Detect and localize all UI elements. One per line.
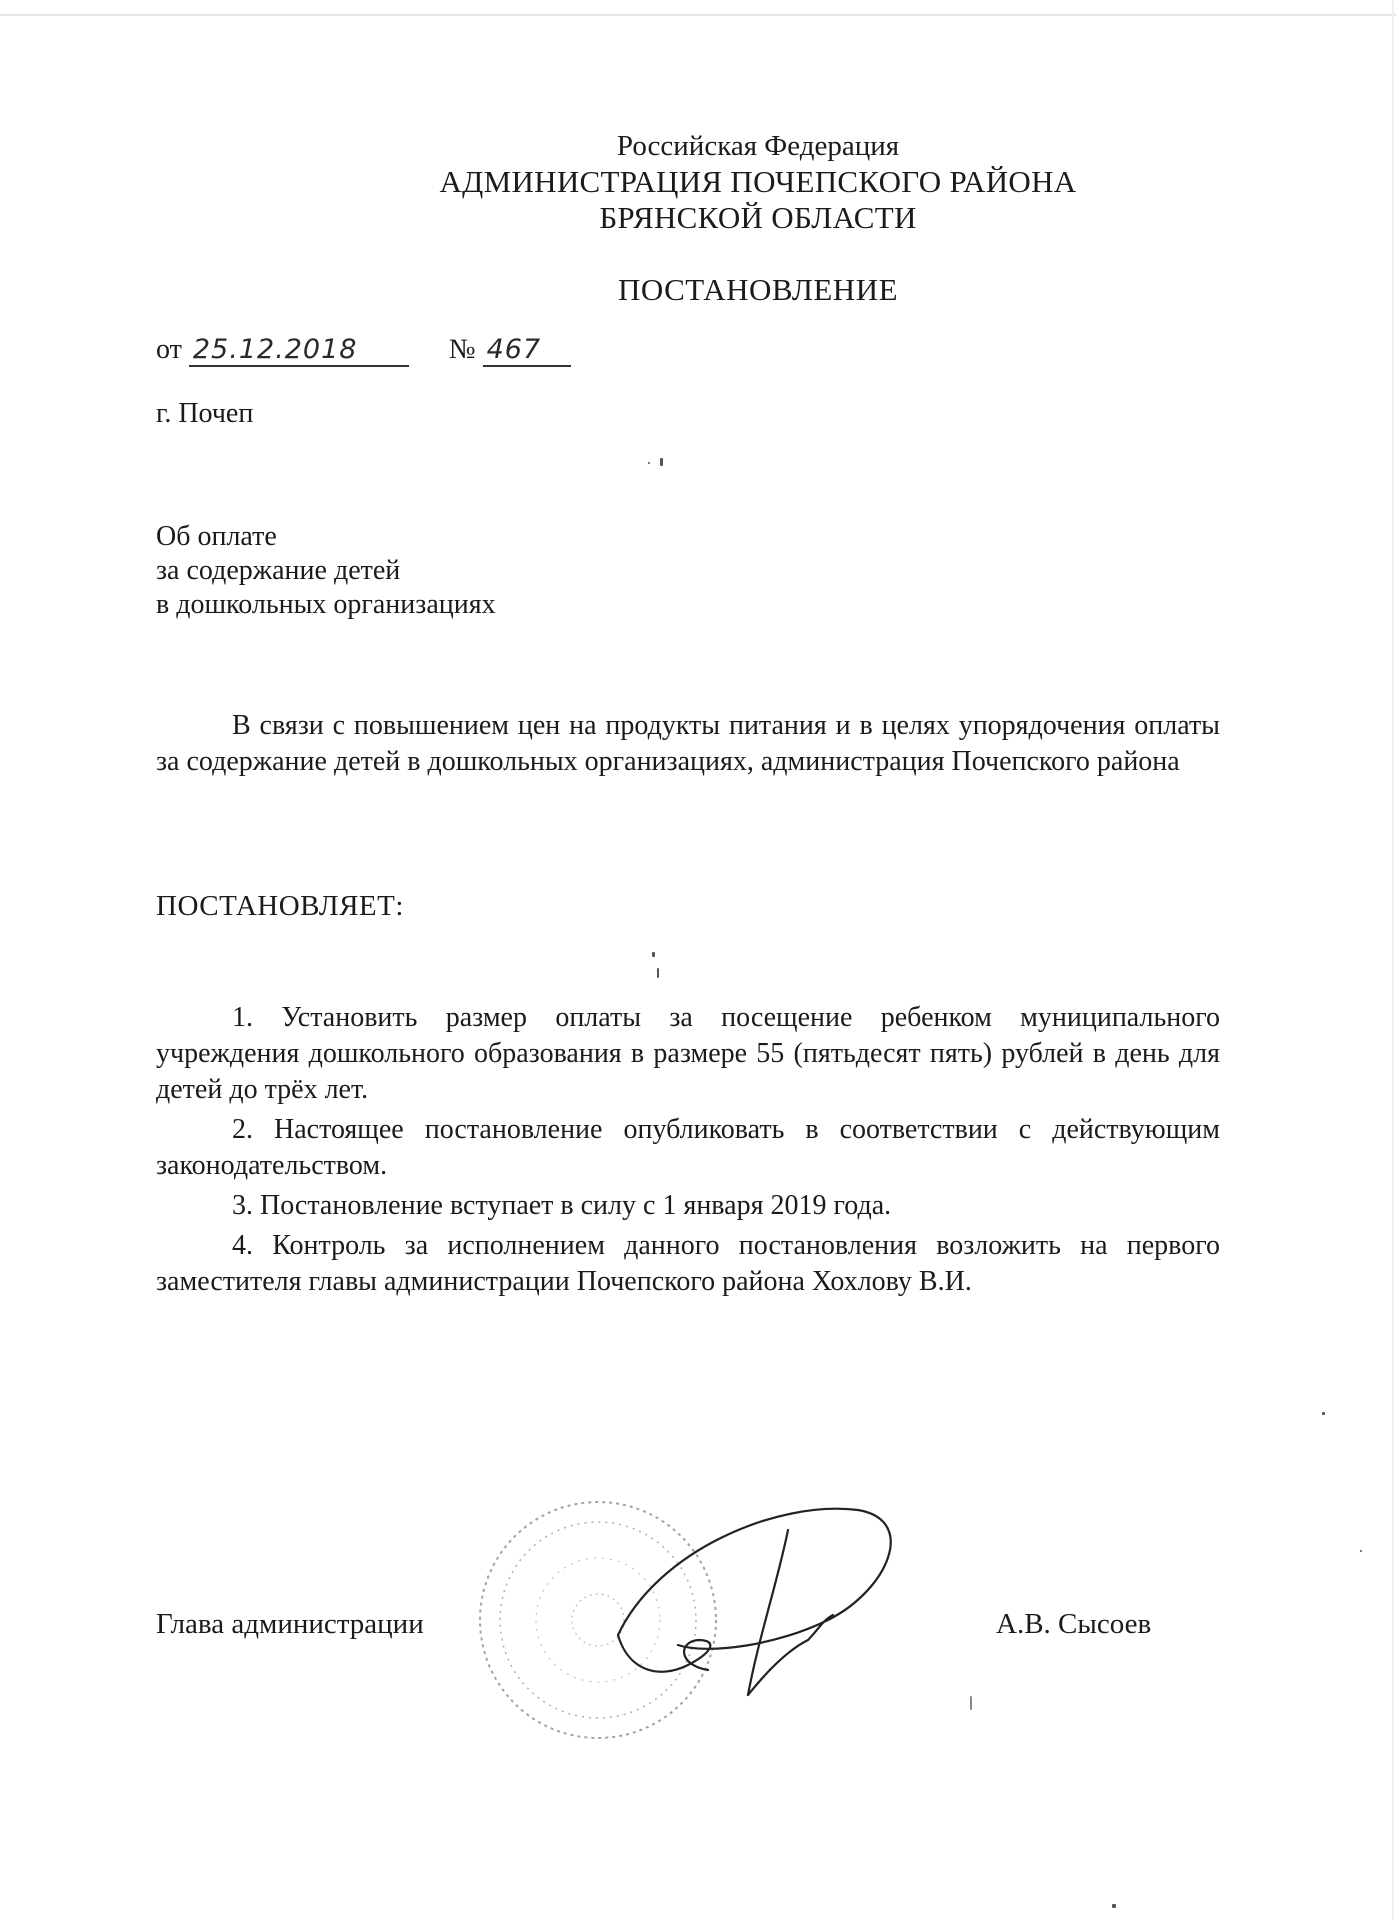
signatory-name: А.В. Сысоев [996, 1608, 1152, 1640]
header-administration [0, 162, 1396, 202]
date-prefix: от [156, 334, 182, 365]
scan-speck [660, 458, 663, 466]
decree-item: 4. Контроль за исполнением данного постановления возложить на первого заместителя главы администрации Почепского района Хохлову В.И. [156, 1230, 1220, 1297]
handwritten-date: 25.12.2018 [189, 335, 409, 367]
subject-block [156, 520, 496, 622]
subject-line: Об оплате [156, 521, 277, 552]
scan-speck [1360, 1550, 1362, 1552]
scan-speck [652, 952, 655, 957]
signature-icon [618, 1509, 891, 1695]
date-number-row [156, 332, 571, 368]
decree-items [156, 1000, 1220, 1304]
handwritten-number: 467 [483, 335, 571, 367]
header-country [0, 126, 1396, 166]
document-type-title [0, 270, 1396, 310]
number-prefix: № [448, 334, 476, 365]
preamble-paragraph: В связи с повышением цен на продукты питания и в целях упорядочения оплаты за содержание детей в дошкольных организациях, администрация Почепского района [156, 710, 1220, 777]
scan-speck [648, 462, 650, 464]
scan-speck [1322, 1412, 1325, 1415]
header-country-text: Российская Федерация [616, 130, 900, 162]
signatory-title: Глава администрации [156, 1608, 424, 1640]
scan-edge-top [0, 14, 1396, 16]
header-administration-text: АДМИНИСТРАЦИЯ ПОЧЕПСКОГО РАЙОНА [439, 164, 1077, 199]
scan-speck [657, 968, 659, 978]
header-region [0, 198, 1396, 238]
scan-speck [1112, 1904, 1116, 1908]
header-region-text: БРЯНСКОЙ ОБЛАСТИ [599, 200, 917, 235]
decree-item: 2. Настоящее постановление опубликовать в соответствии с действующим законодательством. [156, 1114, 1220, 1181]
document-type-text: ПОСТАНОВЛЕНИЕ [617, 272, 899, 307]
seal-stamp-icon [480, 1502, 716, 1738]
decree-item: 3. Постановление вступает в силу с 1 января 2019 года. [232, 1190, 892, 1221]
subject-line: в дошкольных организациях [156, 589, 496, 620]
scan-speck [970, 1696, 972, 1710]
city-line: г. Почеп [156, 398, 254, 429]
decree-word: ПОСТАНОВЛЯЕТ: [156, 890, 404, 922]
seal-and-signature [448, 1480, 918, 1740]
decree-item: 1. Установить размер оплаты за посещение ребенком муниципального учреждения дошкольного образования в размере 55 (пятьдесят пять) рублей в день для детей до трёх лет. [156, 1002, 1220, 1105]
subject-line: за содержание детей [156, 555, 401, 586]
